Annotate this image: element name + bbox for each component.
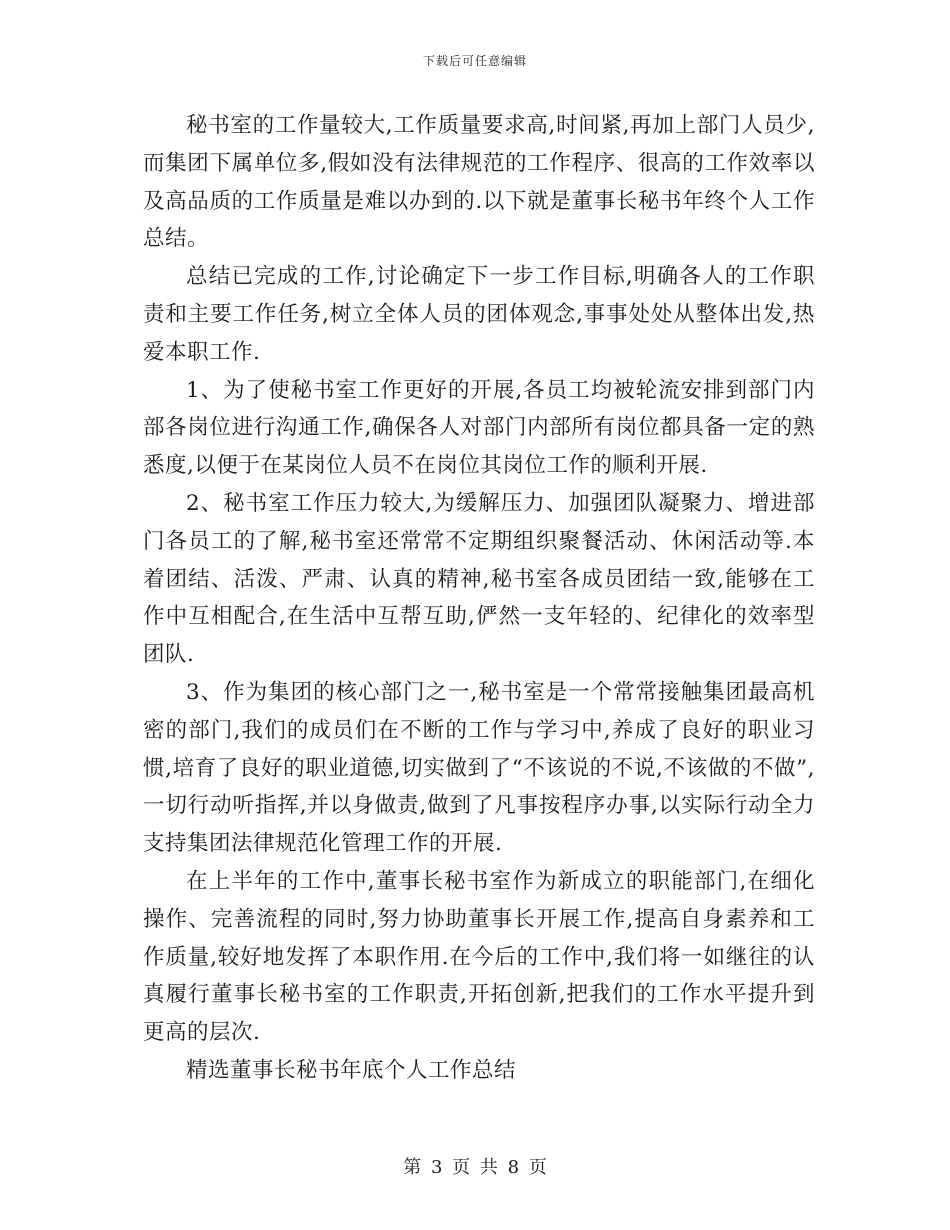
paragraph-summary: 总结已完成的工作,讨论确定下一步工作目标,明确各人的工作职责和主要工作任务,树立全体人员的团体观念,事事处处从整体出发,热爱本职工作. — [143, 264, 815, 365]
paragraph-next-title: 精选董事长秘书年底个人工作总结 — [186, 1057, 517, 1083]
paragraph-item-1: 1、为了使秘书室工作更好的开展,各员工均被轮流安排到部门内部各岗位进行沟通工作,确保各人对部门内部所有岗位都具备一定的熟悉度,以便于在某岗位人员不在岗位其岗位工作的顺利开展. — [143, 377, 815, 479]
paragraph-conclusion: 在上半年的工作中,董事长秘书室作为新成立的职能部门,在细化操作、完善流程的同时,努力协助董事长开展工作,提高自身素养和工作质量,较好地发挥了本职作用.在今后的工作中,我们将一如继往的认真履行董事长秘书室的工作职责,开拓创新,把我们的工作水平提升到更高的层次. — [143, 868, 815, 1046]
paragraph-item-2: 2、秘书室工作压力较大,为缓解压力、加强团队凝聚力、增进部门各员工的了解,秘书室还常常不定期组织聚餐活动、休闲活动等.本着团结、活泼、严肃、认真的精神,秘书室各成员团结一致,能够在工作中互相配合,在生活中互帮互助,俨然一支年轻的、纪律化的效率型团队. — [143, 490, 815, 668]
paragraph-item-3: 3、作为集团的核心部门之一,秘书室是一个常常接触集团最高机密的部门,我们的成员们在不断的工作与学习中,养成了良好的职业习惯,培育了良好的职业道德,切实做到了“不该说的不说,不该做的不做”,一切行动听指挥,并以身做责,做到了凡事按程序办事,以实际行动全力支持集团法律规范化管理工作的开展. — [143, 679, 815, 857]
page-footer: 第 3 页 共 8 页 — [403, 1157, 547, 1178]
paragraph-intro: 秘书室的工作量较大,工作质量要求高,时间紧,再加上部门人员少,而集团下属单位多,假如没有法律规范的工作程序、很高的工作效率以及高品质的工作质量是难以办到的.以下就是董事长秘书年终个人工作总结。 — [143, 113, 815, 252]
page-header: 下载后可任意编辑 — [422, 54, 527, 68]
document-body — [143, 107, 815, 1090]
